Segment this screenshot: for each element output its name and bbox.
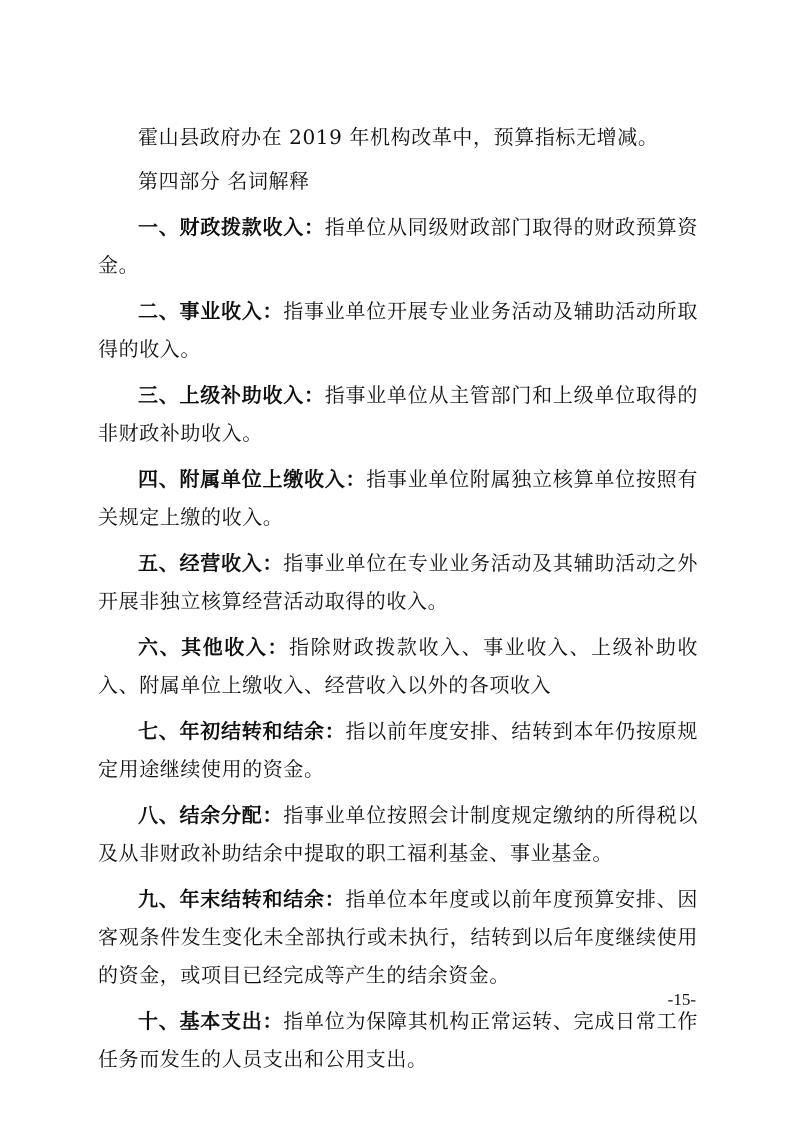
term-paragraph-6 [98, 628, 698, 704]
section-heading [98, 162, 698, 200]
term-paragraph-10 [98, 1002, 698, 1078]
intro-paragraph [98, 118, 698, 156]
term-definition: 指单位本年度或以前年度预算安排、因客观条件发生变化未全部执行或未执行，结转到以后年度继续使用的资金，或项目已经完成等产生的结余资金。 [98, 887, 699, 987]
term-definition: 指事业单位从主管部门和上级单位取得的非财政补助收入。 [98, 383, 698, 445]
term-label: 八、结余分配： [138, 803, 284, 827]
term-definition: 指单位从同级财政部门取得的财政预算资金。 [98, 215, 698, 277]
term-definition: 指事业单位开展专业业务活动及辅助活动所取得的收入。 [98, 299, 699, 361]
term-label: 九、年末结转和结余： [138, 887, 346, 911]
term-paragraph-2 [98, 292, 698, 368]
term-label: 三、上级补助收入： [138, 383, 325, 407]
term-definition: 指单位为保障其机构正常运转、完成日常工作任务而发生的人员支出和公用支出。 [98, 1009, 699, 1071]
page-number: -15- [667, 990, 696, 1009]
intro-text: 霍山县政府办在 2019 年机构改革中，预算指标无增减。 [138, 125, 659, 149]
term-definition: 指事业单位在专业业务活动及其辅助活动之外开展非独立核算经营活动取得的收入。 [98, 551, 699, 613]
document-body [98, 118, 698, 1086]
term-definition: 指除财政拨款收入、事业收入、上级补助收入、附属单位上缴收入、经营收入以外的各项收入 [98, 635, 698, 697]
term-definition: 指事业单位按照会计制度规定缴纳的所得税以及从非财政补助结余中提取的职工福利基金、事业基金。 [98, 803, 699, 865]
term-label: 七、年初结转和结余： [138, 719, 346, 743]
term-definition: 指事业单位附属独立核算单位按照有关规定上缴的收入。 [98, 467, 698, 529]
term-label: 十、基本支出： [138, 1009, 284, 1033]
term-label: 四、附属单位上缴收入： [138, 467, 367, 491]
term-paragraph-1 [98, 208, 698, 284]
term-paragraph-4 [98, 460, 698, 536]
term-paragraph-5 [98, 544, 698, 620]
section-heading-text: 第四部分 名词解释 [138, 169, 310, 193]
term-label: 一、财政拨款收入： [138, 215, 325, 239]
term-label: 二、事业收入： [138, 299, 284, 323]
term-paragraph-9 [98, 880, 698, 994]
term-label: 六、其他收入： [138, 635, 290, 659]
term-paragraph-3 [98, 376, 698, 452]
term-label: 五、经营收入： [138, 551, 284, 575]
term-paragraph-7 [98, 712, 698, 788]
term-paragraph-8 [98, 796, 698, 872]
term-definition: 指以前年度安排、结转到本年仍按原规定用途继续使用的资金。 [98, 719, 699, 781]
